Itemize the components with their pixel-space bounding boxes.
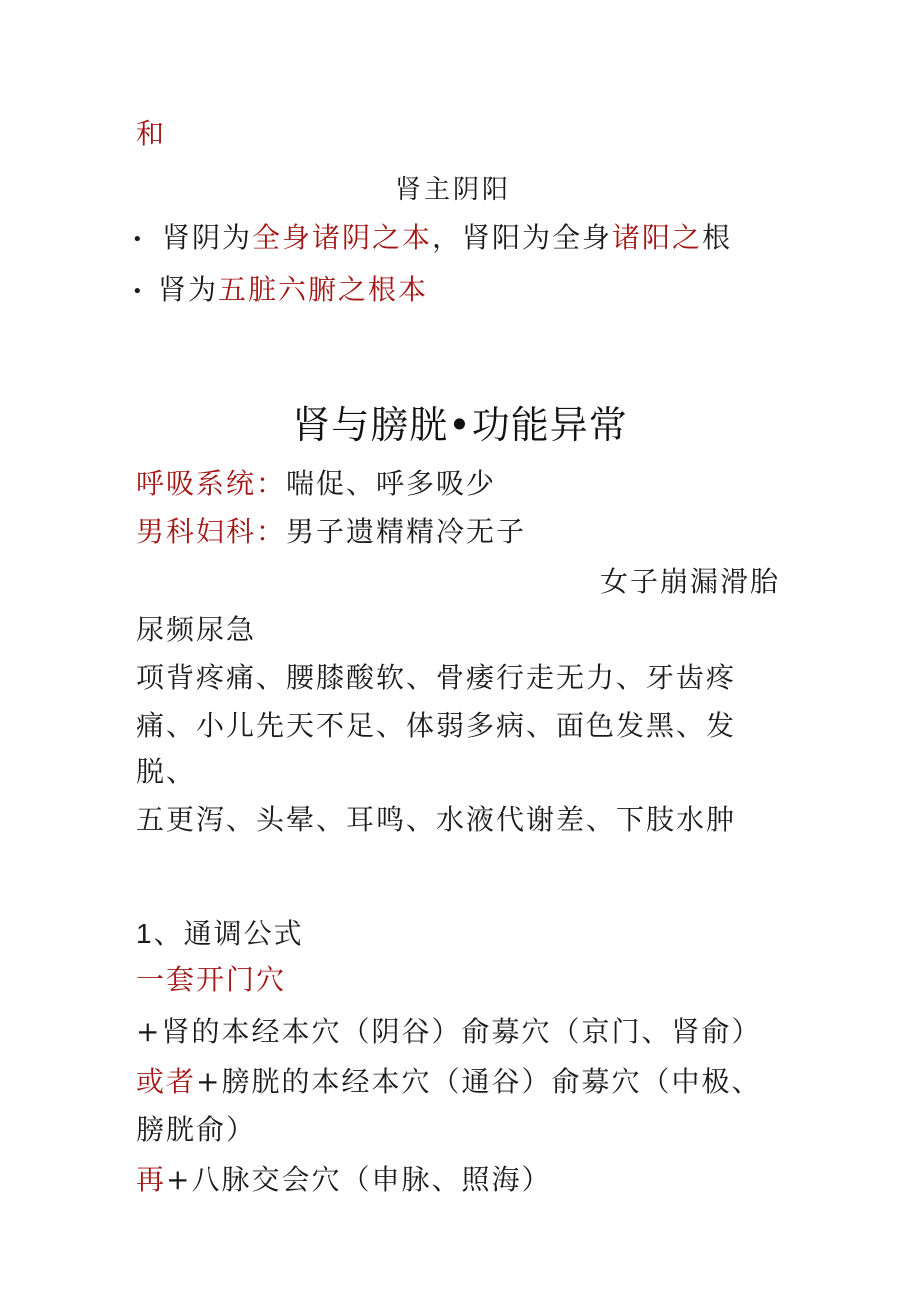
symptoms-line-4: 五更泻、头晕、耳鸣、水液代谢差、下肢水肿 <box>136 803 737 836</box>
symptoms-line-1: 项背疼痛、腰膝酸软、骨痿行走无力、牙齿疼 <box>136 661 737 694</box>
bullet-1-text-c: ，肾阳为全身 <box>432 221 613 254</box>
formula-heading <box>136 914 304 954</box>
bullet-1-text-e: 根 <box>702 221 733 254</box>
bullet-2-text-b: 五脏六腑之根本 <box>218 273 429 306</box>
formula-line-2-prefix: 或者 <box>136 1065 197 1098</box>
respiratory-label: 呼吸系统： <box>136 467 287 500</box>
top-fragment: 和 <box>136 117 167 150</box>
respiratory-text: 喘促、呼多吸少 <box>286 467 497 500</box>
bullet-item-1 <box>132 218 732 260</box>
subheading: 肾主阴阳 <box>395 175 512 205</box>
formula-line-1: +肾的本经本穴（阴谷）俞募穴（京门、肾俞） <box>136 1015 762 1048</box>
bullet-1-text-b: 全身诸阴之本 <box>252 221 433 254</box>
formula-heading-text: 、通调公式 <box>153 917 304 950</box>
symptoms-line-3: 脱、 <box>136 755 197 788</box>
formula-set-label: 一套开门穴 <box>136 963 287 996</box>
formula-line-3 <box>136 1160 551 1200</box>
page-title: 肾与膀胱•功能异常 <box>292 403 628 447</box>
reproductive-line <box>136 512 526 552</box>
formula-line-3-prefix: 再 <box>136 1163 167 1196</box>
bullet-marker: • <box>132 228 145 250</box>
reproductive-line-2: 女子崩漏滑胎 <box>600 565 781 598</box>
formula-line-3-text: +八脉交会穴（申脉、照海） <box>166 1163 552 1196</box>
formula-line-2-text: +膀胱的本经本穴（通谷）俞募穴（中极、 <box>196 1065 762 1098</box>
bullet-item-2 <box>132 270 428 312</box>
symptoms-line-2: 痛、小儿先天不足、体弱多病、面色发黑、发 <box>136 709 737 742</box>
respiratory-line <box>136 464 496 504</box>
reproductive-label: 男科妇科： <box>136 515 287 548</box>
formula-line-2 <box>136 1062 761 1102</box>
bullet-2-text-a: 肾为 <box>158 273 219 306</box>
urine-line: 尿频尿急 <box>136 613 257 646</box>
formula-line-2-continued: 膀胱俞） <box>136 1113 257 1146</box>
reproductive-text: 男子遗精精冷无子 <box>286 515 527 548</box>
bullet-1-text-a: 肾阴为 <box>162 221 253 254</box>
bullet-marker: • <box>132 280 145 302</box>
bullet-1-text-d: 诸阳之 <box>612 221 703 254</box>
formula-heading-number: 1 <box>136 918 154 949</box>
